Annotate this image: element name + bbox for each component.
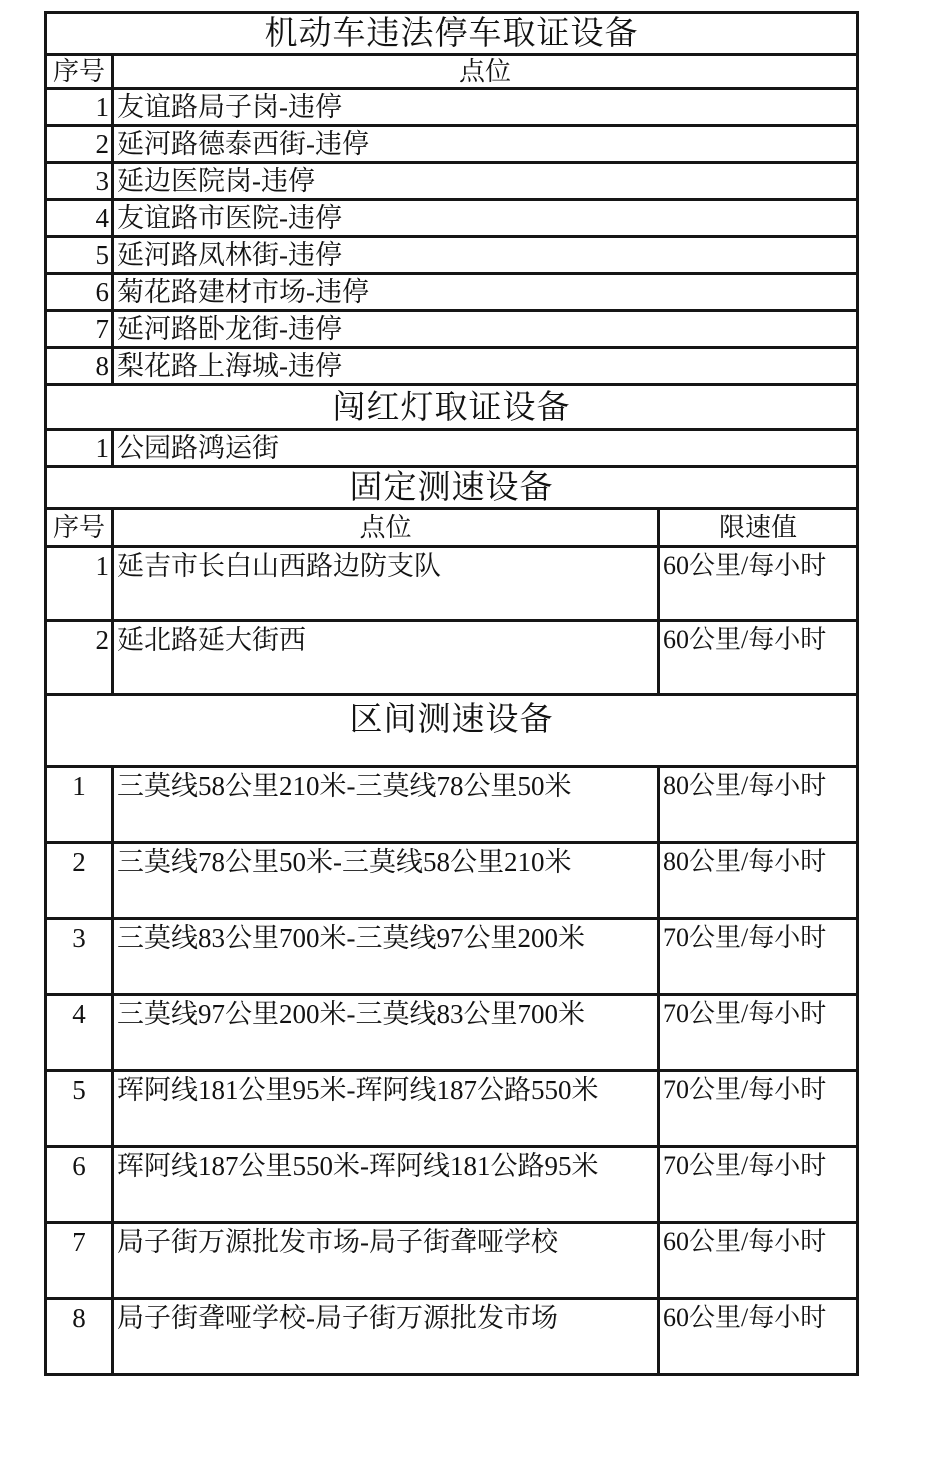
table-row: [46, 767, 858, 843]
table-row: [46, 274, 858, 311]
table-row: [46, 547, 858, 621]
location-cell: 珲阿线187公里550米-珲阿线181公路95米: [113, 1147, 659, 1223]
col-header-index: 序号: [46, 54, 113, 88]
row-index-cell: 1: [46, 89, 113, 126]
row-index-cell: 4: [46, 200, 113, 237]
location-cell: 公园路鸿运街: [113, 430, 858, 467]
location-cell: 延河路凤林街-违停: [113, 237, 858, 274]
table-row: [46, 1147, 858, 1223]
location-cell: 延河路卧龙街-违停: [113, 311, 858, 348]
row-index-cell: 1: [46, 767, 113, 843]
location-cell: 梨花路上海城-违停: [113, 348, 858, 385]
speed-limit-cell: 60公里/每小时: [659, 1299, 858, 1375]
location-cell: 三莫线78公里50米-三莫线58公里210米: [113, 843, 659, 919]
row-index-cell: 2: [46, 126, 113, 163]
table-row: [46, 200, 858, 237]
row-index-cell: 2: [46, 621, 113, 695]
table-row: [46, 1071, 858, 1147]
row-index-cell: 6: [46, 274, 113, 311]
location-cell: 友谊路市医院-违停: [113, 200, 858, 237]
table-row: [46, 1299, 858, 1375]
section3-header-row: [46, 509, 858, 547]
table-row: [46, 430, 858, 467]
col-header-speed-limit: 限速值: [659, 509, 858, 547]
speed-limit-cell: 80公里/每小时: [659, 843, 858, 919]
enforcement-equipment-table: [44, 11, 859, 1376]
location-cell: 三莫线83公里700米-三莫线97公里200米: [113, 919, 659, 995]
row-index-cell: 8: [46, 348, 113, 385]
row-index-cell: 1: [46, 430, 113, 467]
col-header-location: 点位: [113, 509, 659, 547]
speed-limit-cell: 60公里/每小时: [659, 1223, 858, 1299]
location-cell: 友谊路局子岗-违停: [113, 89, 858, 126]
speed-limit-cell: 70公里/每小时: [659, 1071, 858, 1147]
section1-header-row: [46, 54, 858, 88]
row-index-cell: 5: [46, 237, 113, 274]
section-title-fixed-speed: 固定测速设备: [46, 467, 858, 509]
location-cell: 延河路德泰西街-违停: [113, 126, 858, 163]
table-row: [46, 126, 858, 163]
location-cell: 延边医院岗-违停: [113, 163, 858, 200]
speed-limit-cell: 70公里/每小时: [659, 919, 858, 995]
table-row: [46, 348, 858, 385]
section-title-interval-speed: 区间测速设备: [46, 695, 858, 767]
speed-limit-cell: 70公里/每小时: [659, 1147, 858, 1223]
location-cell: 三莫线97公里200米-三莫线83公里700米: [113, 995, 659, 1071]
row-index-cell: 1: [46, 547, 113, 621]
table-row: [46, 163, 858, 200]
row-index-cell: 7: [46, 311, 113, 348]
table-row: [46, 995, 858, 1071]
location-cell: 菊花路建材市场-违停: [113, 274, 858, 311]
location-cell: 延北路延大街西: [113, 621, 659, 695]
table-row: [46, 89, 858, 126]
location-cell: 珲阿线181公里95米-珲阿线187公路550米: [113, 1071, 659, 1147]
speed-limit-cell: 60公里/每小时: [659, 621, 858, 695]
location-cell: 三莫线58公里210米-三莫线78公里50米: [113, 767, 659, 843]
row-index-cell: 7: [46, 1223, 113, 1299]
row-index-cell: 3: [46, 919, 113, 995]
row-index-cell: 3: [46, 163, 113, 200]
row-index-cell: 5: [46, 1071, 113, 1147]
table-row: [46, 311, 858, 348]
table-row: [46, 843, 858, 919]
speed-limit-cell: 80公里/每小时: [659, 767, 858, 843]
location-cell: 延吉市长白山西路边防支队: [113, 547, 659, 621]
section-row-title-interval-speed: [46, 695, 858, 767]
section-row-title-parking: [46, 13, 858, 55]
row-index-cell: 2: [46, 843, 113, 919]
location-cell: 局子街聋哑学校-局子街万源批发市场: [113, 1299, 659, 1375]
col-header-index: 序号: [46, 509, 113, 547]
section-title-parking: 机动车违法停车取证设备: [46, 13, 858, 55]
section-row-title-fixed-speed: [46, 467, 858, 509]
table-row: [46, 1223, 858, 1299]
row-index-cell: 8: [46, 1299, 113, 1375]
table-row: [46, 919, 858, 995]
table-row: [46, 621, 858, 695]
table-row: [46, 237, 858, 274]
location-cell: 局子街万源批发市场-局子街聋哑学校: [113, 1223, 659, 1299]
speed-limit-cell: 70公里/每小时: [659, 995, 858, 1071]
speed-limit-cell: 60公里/每小时: [659, 547, 858, 621]
section-row-title-redlight: [46, 385, 858, 430]
row-index-cell: 6: [46, 1147, 113, 1223]
row-index-cell: 4: [46, 995, 113, 1071]
section-title-redlight: 闯红灯取证设备: [46, 385, 858, 430]
col-header-location: 点位: [113, 54, 858, 88]
